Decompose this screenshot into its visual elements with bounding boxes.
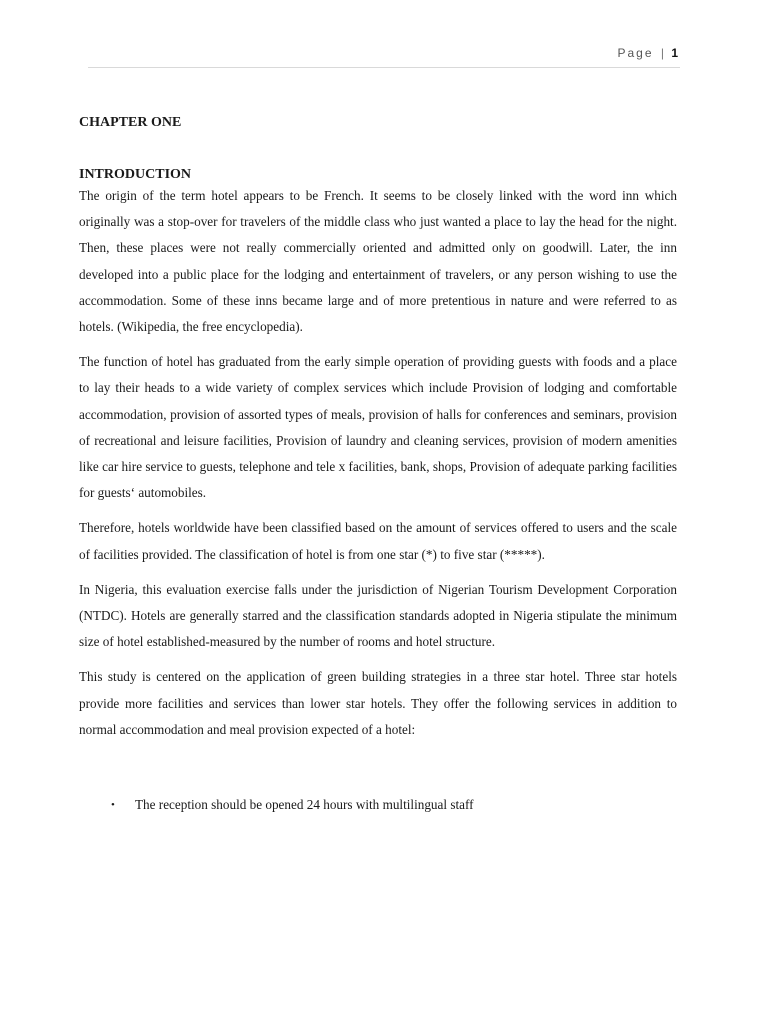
header-divider [88, 67, 680, 68]
page-separator: | [660, 46, 664, 60]
paragraph-study-scope: This study is centered on the application of green building strategies in a three star hotel. Three star hotels provide more facilities and services than lower star hotels. They offer the following services in addition to normal accommodation and meal provision expected of a hotel: [79, 669, 677, 737]
paragraph-nigeria-ntdc: In Nigeria, this evaluation exercise falls under the jurisdiction of Nigerian Tourism Development Corporation (NTDC). Hotels are generally starred and the classification standards adopted in Nigeria stipulate the minimum size of hotel established-measured by the number of rooms and hotel structure. [79, 581, 677, 650]
paragraph-hotel-origin: The origin of the term hotel appears to be French. It seems to be closely linked with the word inn which originally was a stop-over for travelers of the middle class who just wanted a place to lay the head for the night. Then, these places were not really commercially oriented and admitted only on goodwill. Later, the inn developed into a public place for the lodging and entertainment of travelers, or any person wishing to use the accommodation. Some of these inns became large and of more pretentious in nature and were referred to as hotels. (Wikipedia, the free encyclopedia). [79, 188, 677, 335]
bullet-marker: • [111, 799, 115, 812]
page-label: Page [617, 46, 654, 60]
page-header [617, 46, 678, 60]
page-body [79, 113, 677, 817]
list-item-text: The reception should be opened 24 hours with multilingual staff [135, 797, 474, 813]
paragraph-hotel-classification: Therefore, hotels worldwide have been classified based on the amount of services offered to users and the scale of facilities provided. The classification of hotel is from one star (*) to five star (*****). [79, 520, 677, 562]
services-list [79, 793, 677, 817]
paragraph-hotel-function: The function of hotel has graduated from the early simple operation of providing guests with foods and a place to lay their heads to a wide variety of complex services which include Provision of lodging and comfortable accommodation, provision of assorted types of meals, provision of halls for conferences and seminars, provision of recreational and leisure facilities, Provision of laundry and cleaning services, provision of modern amenities like car hire service to guests, telephone and tele x facilities, bank, shops, Provision of adequate parking facilities for guests‘ automobiles. [79, 354, 677, 501]
list-item [79, 793, 677, 817]
section-title: INTRODUCTION [79, 167, 192, 182]
page-number: 1 [671, 46, 678, 60]
chapter-title: CHAPTER ONE [79, 115, 182, 130]
